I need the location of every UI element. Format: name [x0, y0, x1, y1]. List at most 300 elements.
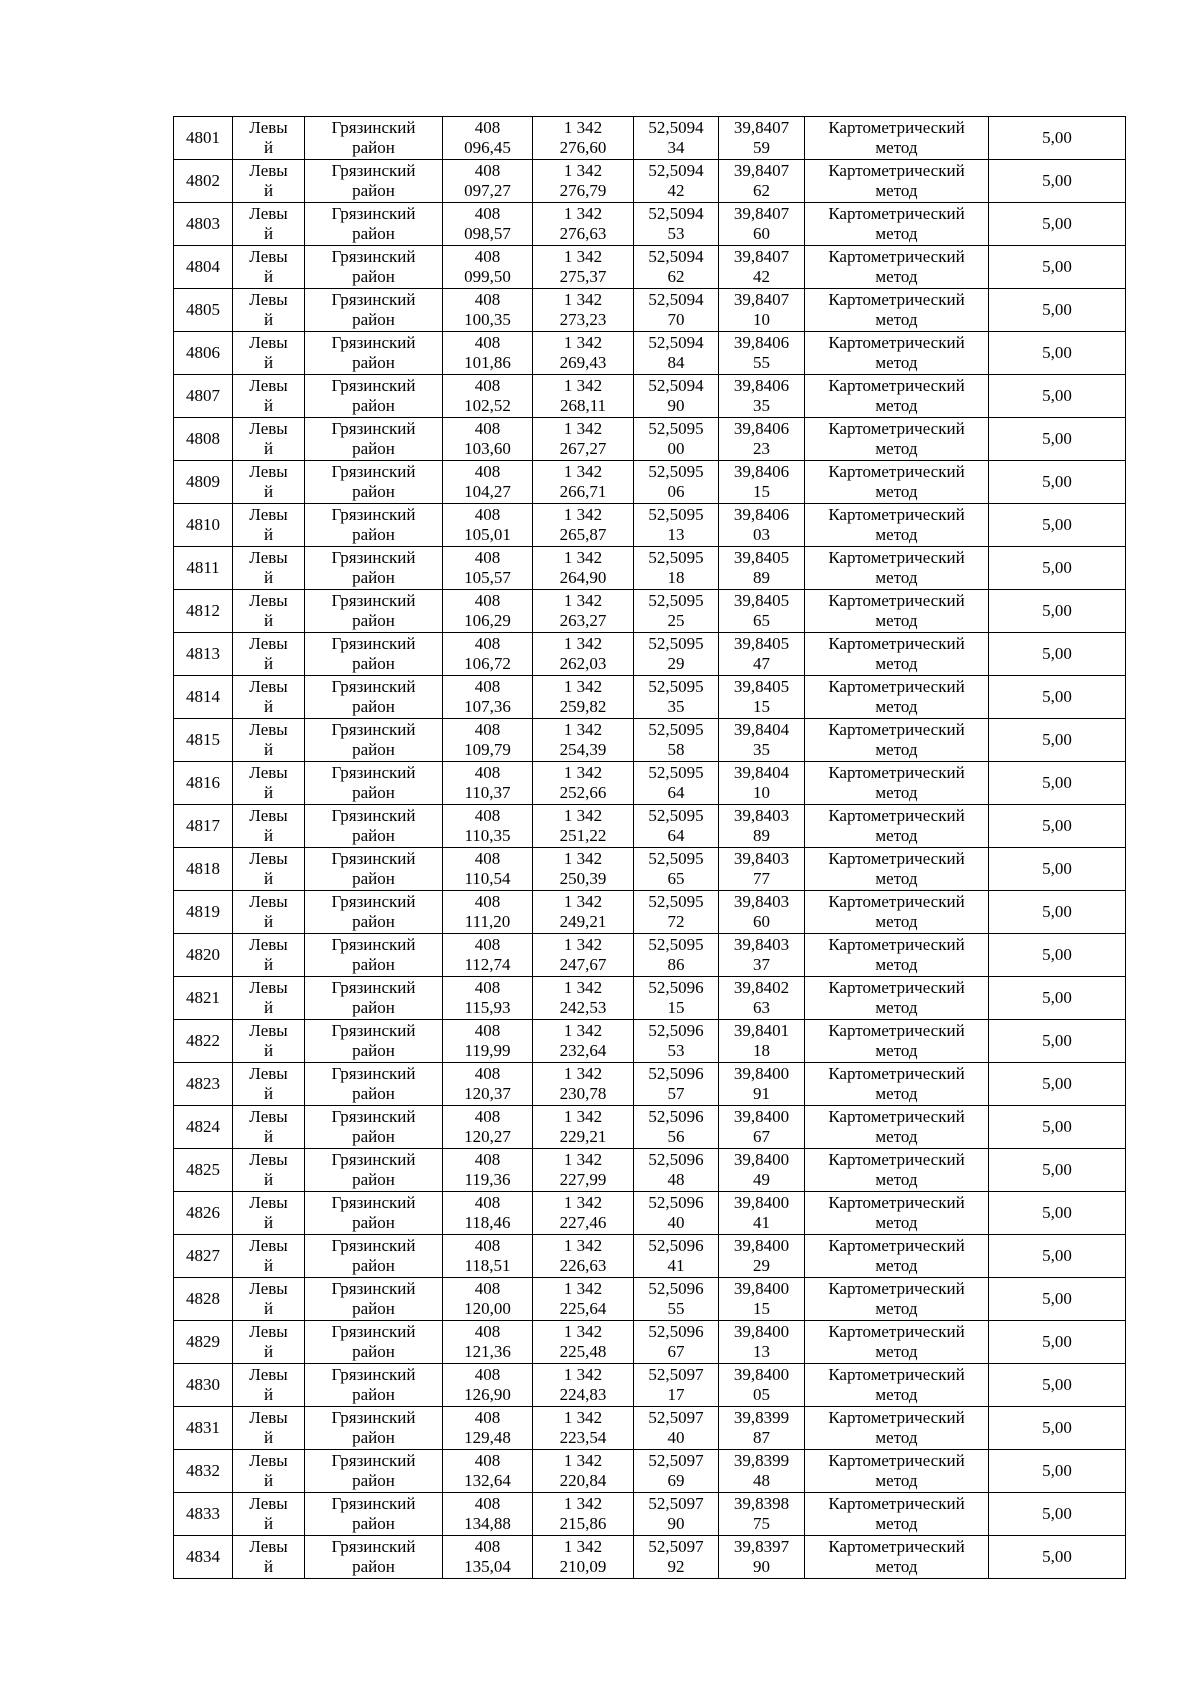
- x-coordinate-line-1: 408: [474, 548, 501, 567]
- district-line-1: Грязинский: [331, 849, 416, 868]
- method-cell: [805, 1106, 989, 1149]
- side-cell: [233, 375, 305, 418]
- table-row: [174, 1450, 1126, 1493]
- longitude-line-2: 60: [753, 912, 770, 931]
- x-coordinate-line-2: 115,93: [464, 998, 511, 1017]
- method-line-2: метод: [875, 353, 918, 372]
- side-line-2: й: [263, 869, 274, 888]
- side-line-2: й: [263, 224, 274, 243]
- x-coordinate-cell: [443, 1278, 533, 1321]
- district-cell: [305, 1321, 443, 1364]
- accuracy-cell: [989, 891, 1126, 934]
- side-line-2: й: [263, 1127, 274, 1146]
- point-number-cell: [174, 504, 233, 547]
- x-coordinate-line-2: 098,57: [464, 224, 511, 243]
- method-line-2: метод: [875, 1041, 918, 1060]
- latitude-line-2: 15: [667, 998, 685, 1017]
- latitude-line-1: 52,5095: [648, 677, 704, 696]
- side-line-1: Левы: [249, 290, 288, 309]
- latitude-cell: [634, 1063, 719, 1106]
- latitude-cell: [634, 375, 719, 418]
- district-line-2: район: [352, 998, 395, 1017]
- x-coordinate-line-1: 408: [474, 935, 501, 954]
- x-coordinate-line-1: 408: [474, 290, 501, 309]
- accuracy-value: 5,00: [1042, 472, 1072, 491]
- method-line-1: Картометрический: [828, 806, 965, 825]
- x-coordinate-line-2: 121,36: [464, 1342, 511, 1361]
- longitude-cell: [719, 375, 805, 418]
- latitude-line-2: 58: [667, 740, 685, 759]
- method-line-1: Картометрический: [828, 1107, 965, 1126]
- accuracy-cell: [989, 676, 1126, 719]
- accuracy-value: 5,00: [1042, 171, 1072, 190]
- y-coordinate-cell: [533, 1493, 634, 1536]
- x-coordinate-cell: [443, 977, 533, 1020]
- longitude-line-1: 39,8403: [733, 935, 790, 954]
- x-coordinate-cell: [443, 1149, 533, 1192]
- latitude-line-2: 53: [667, 224, 685, 243]
- side-line-2: й: [263, 181, 274, 200]
- district-cell: [305, 1192, 443, 1235]
- table-row: [174, 1278, 1126, 1321]
- x-coordinate-cell: [443, 1106, 533, 1149]
- latitude-line-2: 41: [667, 1256, 685, 1275]
- longitude-line-1: 39,8400: [733, 1193, 790, 1212]
- point-number-cell: [174, 1063, 233, 1106]
- x-coordinate-line-1: 408: [474, 892, 501, 911]
- point-number-cell: [174, 418, 233, 461]
- longitude-line-1: 39,8405: [733, 677, 790, 696]
- method-line-1: Картометрический: [828, 376, 965, 395]
- x-coordinate-line-1: 408: [474, 1451, 501, 1470]
- method-line-1: Картометрический: [828, 1236, 965, 1255]
- y-coordinate-line-2: 210,09: [559, 1557, 607, 1576]
- latitude-cell: [634, 1407, 719, 1450]
- latitude-line-1: 52,5095: [648, 505, 704, 524]
- y-coordinate-cell: [533, 547, 634, 590]
- district-line-1: Грязинский: [331, 462, 416, 481]
- district-line-1: Грязинский: [331, 978, 416, 997]
- point-number-cell: [174, 1364, 233, 1407]
- y-coordinate-cell: [533, 203, 634, 246]
- accuracy-cell: [989, 1364, 1126, 1407]
- method-line-1: Картометрический: [828, 1150, 965, 1169]
- y-coordinate-line-2: 268,11: [559, 396, 607, 415]
- longitude-line-2: 18: [753, 1041, 770, 1060]
- side-line-1: Левы: [249, 118, 288, 137]
- point-number-cell: [174, 289, 233, 332]
- latitude-line-1: 52,5096: [648, 1150, 704, 1169]
- longitude-line-2: 89: [753, 568, 770, 587]
- district-line-2: район: [352, 439, 395, 458]
- side-cell: [233, 977, 305, 1020]
- latitude-line-1: 52,5094: [648, 333, 704, 352]
- latitude-cell: [634, 289, 719, 332]
- latitude-line-2: 34: [667, 138, 685, 157]
- method-line-1: Картометрический: [828, 677, 965, 696]
- longitude-cell: [719, 203, 805, 246]
- district-cell: [305, 762, 443, 805]
- latitude-line-1: 52,5096: [648, 1322, 704, 1341]
- method-line-2: метод: [875, 1256, 918, 1275]
- latitude-line-1: 52,5097: [648, 1365, 704, 1384]
- accuracy-cell: [989, 848, 1126, 891]
- y-coordinate-line-2: 254,39: [559, 740, 607, 759]
- accuracy-cell: [989, 762, 1126, 805]
- accuracy-cell: [989, 117, 1126, 160]
- longitude-line-2: 48: [753, 1471, 770, 1490]
- x-coordinate-cell: [443, 375, 533, 418]
- x-coordinate-line-2: 111,20: [464, 912, 511, 931]
- coordinates-table: [173, 116, 1126, 1579]
- x-coordinate-cell: [443, 547, 533, 590]
- latitude-cell: [634, 1450, 719, 1493]
- latitude-line-2: 72: [667, 912, 685, 931]
- method-line-2: метод: [875, 654, 918, 673]
- longitude-cell: [719, 289, 805, 332]
- y-coordinate-line-1: 1 342: [563, 763, 603, 782]
- side-line-2: й: [263, 697, 274, 716]
- latitude-cell: [634, 117, 719, 160]
- y-coordinate-line-1: 1 342: [563, 978, 603, 997]
- side-cell: [233, 848, 305, 891]
- y-coordinate-line-2: 259,82: [559, 697, 607, 716]
- y-coordinate-line-1: 1 342: [563, 1365, 603, 1384]
- x-coordinate-line-1: 408: [474, 1408, 501, 1427]
- side-cell: [233, 1020, 305, 1063]
- longitude-line-1: 39,8400: [733, 1150, 790, 1169]
- y-coordinate-line-1: 1 342: [563, 548, 603, 567]
- side-cell: [233, 1063, 305, 1106]
- longitude-line-2: 77: [753, 869, 770, 888]
- latitude-cell: [634, 1149, 719, 1192]
- method-line-1: Картометрический: [828, 1279, 965, 1298]
- longitude-line-2: 15: [753, 697, 770, 716]
- point-number-cell: [174, 547, 233, 590]
- y-coordinate-line-1: 1 342: [563, 849, 603, 868]
- latitude-cell: [634, 1493, 719, 1536]
- district-cell: [305, 1149, 443, 1192]
- method-cell: [805, 1063, 989, 1106]
- side-line-1: Левы: [249, 763, 288, 782]
- longitude-cell: [719, 117, 805, 160]
- side-cell: [233, 1106, 305, 1149]
- side-line-1: Левы: [249, 677, 288, 696]
- district-line-1: Грязинский: [331, 1537, 416, 1556]
- x-coordinate-cell: [443, 332, 533, 375]
- y-coordinate-line-2: 266,71: [559, 482, 607, 501]
- y-coordinate-line-2: 220,84: [559, 1471, 607, 1490]
- method-line-2: метод: [875, 1342, 918, 1361]
- y-coordinate-cell: [533, 1278, 634, 1321]
- latitude-cell: [634, 203, 719, 246]
- point-number: 4828: [186, 1289, 220, 1308]
- district-line-2: район: [352, 525, 395, 544]
- longitude-line-2: 60: [753, 224, 770, 243]
- point-number: 4803: [186, 214, 220, 233]
- latitude-line-1: 52,5095: [648, 720, 704, 739]
- accuracy-cell: [989, 934, 1126, 977]
- side-cell: [233, 891, 305, 934]
- method-cell: [805, 504, 989, 547]
- method-line-1: Картометрический: [828, 1365, 965, 1384]
- y-coordinate-line-1: 1 342: [563, 1451, 603, 1470]
- y-coordinate-cell: [533, 1020, 634, 1063]
- accuracy-cell: [989, 289, 1126, 332]
- longitude-line-2: 91: [753, 1084, 770, 1103]
- y-coordinate-line-1: 1 342: [563, 1150, 603, 1169]
- y-coordinate-cell: [533, 160, 634, 203]
- y-coordinate-line-1: 1 342: [563, 591, 603, 610]
- method-cell: [805, 117, 989, 160]
- district-cell: [305, 1364, 443, 1407]
- x-coordinate-cell: [443, 117, 533, 160]
- point-number: 4801: [186, 128, 220, 147]
- district-cell: [305, 633, 443, 676]
- longitude-line-1: 39,8407: [733, 290, 790, 309]
- x-coordinate-cell: [443, 418, 533, 461]
- y-coordinate-cell: [533, 1235, 634, 1278]
- y-coordinate-line-1: 1 342: [563, 204, 603, 223]
- district-cell: [305, 848, 443, 891]
- table-row: [174, 117, 1126, 160]
- y-coordinate-line-2: 267,27: [559, 439, 607, 458]
- table-row: [174, 848, 1126, 891]
- longitude-line-2: 47: [753, 654, 770, 673]
- latitude-cell: [634, 332, 719, 375]
- longitude-cell: [719, 547, 805, 590]
- longitude-line-1: 39,8397: [733, 1537, 790, 1556]
- side-line-2: й: [263, 826, 274, 845]
- table-row: [174, 934, 1126, 977]
- method-line-2: метод: [875, 1084, 918, 1103]
- longitude-cell: [719, 762, 805, 805]
- point-number: 4811: [186, 558, 220, 577]
- point-number-cell: [174, 934, 233, 977]
- method-cell: [805, 332, 989, 375]
- district-line-2: район: [352, 1514, 395, 1533]
- district-cell: [305, 1235, 443, 1278]
- table-row: [174, 762, 1126, 805]
- x-coordinate-line-2: 105,01: [464, 525, 511, 544]
- district-line-2: район: [352, 1256, 395, 1275]
- x-coordinate-cell: [443, 1450, 533, 1493]
- y-coordinate-line-1: 1 342: [563, 333, 603, 352]
- longitude-cell: [719, 160, 805, 203]
- y-coordinate-line-2: 242,53: [559, 998, 607, 1017]
- point-number-cell: [174, 1450, 233, 1493]
- side-cell: [233, 934, 305, 977]
- district-cell: [305, 934, 443, 977]
- district-cell: [305, 461, 443, 504]
- y-coordinate-cell: [533, 418, 634, 461]
- latitude-line-2: 55: [667, 1299, 685, 1318]
- accuracy-cell: [989, 1149, 1126, 1192]
- y-coordinate-cell: [533, 633, 634, 676]
- district-line-2: район: [352, 783, 395, 802]
- accuracy-value: 5,00: [1042, 386, 1072, 405]
- latitude-line-1: 52,5094: [648, 290, 704, 309]
- district-line-2: район: [352, 1557, 395, 1576]
- latitude-line-1: 52,5095: [648, 806, 704, 825]
- y-coordinate-line-1: 1 342: [563, 892, 603, 911]
- longitude-line-2: 05: [753, 1385, 770, 1404]
- longitude-cell: [719, 418, 805, 461]
- x-coordinate-line-1: 408: [474, 763, 501, 782]
- y-coordinate-line-1: 1 342: [563, 1107, 603, 1126]
- side-cell: [233, 160, 305, 203]
- x-coordinate-line-2: 134,88: [464, 1514, 511, 1533]
- latitude-line-2: 90: [667, 1514, 685, 1533]
- district-cell: [305, 332, 443, 375]
- longitude-cell: [719, 676, 805, 719]
- accuracy-value: 5,00: [1042, 257, 1072, 276]
- point-number: 4805: [186, 300, 220, 319]
- method-line-1: Картометрический: [828, 548, 965, 567]
- method-line-1: Картометрический: [828, 849, 965, 868]
- accuracy-value: 5,00: [1042, 644, 1072, 663]
- longitude-line-1: 39,8403: [733, 806, 790, 825]
- x-coordinate-cell: [443, 1321, 533, 1364]
- longitude-line-1: 39,8407: [733, 247, 790, 266]
- district-cell: [305, 1450, 443, 1493]
- method-cell: [805, 891, 989, 934]
- district-line-1: Грязинский: [331, 333, 416, 352]
- method-cell: [805, 547, 989, 590]
- x-coordinate-line-1: 408: [474, 333, 501, 352]
- latitude-line-1: 52,5095: [648, 849, 704, 868]
- y-coordinate-line-1: 1 342: [563, 118, 603, 137]
- latitude-cell: [634, 848, 719, 891]
- side-line-1: Левы: [249, 161, 288, 180]
- method-line-1: Картометрический: [828, 591, 965, 610]
- accuracy-value: 5,00: [1042, 1461, 1072, 1480]
- side-line-2: й: [263, 1170, 274, 1189]
- y-coordinate-line-1: 1 342: [563, 677, 603, 696]
- latitude-cell: [634, 676, 719, 719]
- latitude-line-2: 92: [667, 1557, 685, 1576]
- y-coordinate-line-1: 1 342: [563, 1279, 603, 1298]
- point-number: 4832: [186, 1461, 220, 1480]
- accuracy-value: 5,00: [1042, 816, 1072, 835]
- accuracy-cell: [989, 1020, 1126, 1063]
- x-coordinate-line-2: 110,35: [464, 826, 511, 845]
- point-number-cell: [174, 203, 233, 246]
- method-cell: [805, 461, 989, 504]
- accuracy-value: 5,00: [1042, 902, 1072, 921]
- side-line-1: Левы: [249, 1408, 288, 1427]
- x-coordinate-cell: [443, 848, 533, 891]
- method-cell: [805, 1493, 989, 1536]
- point-number: 4806: [186, 343, 220, 362]
- longitude-cell: [719, 1450, 805, 1493]
- method-line-1: Картометрический: [828, 1021, 965, 1040]
- side-line-1: Левы: [249, 1451, 288, 1470]
- district-line-2: район: [352, 1471, 395, 1490]
- point-number-cell: [174, 1020, 233, 1063]
- accuracy-cell: [989, 1278, 1126, 1321]
- table-row: [174, 289, 1126, 332]
- method-line-1: Картометрический: [828, 1537, 965, 1556]
- longitude-line-1: 39,8405: [733, 548, 790, 567]
- district-line-1: Грязинский: [331, 935, 416, 954]
- point-number-cell: [174, 1149, 233, 1192]
- method-line-2: метод: [875, 181, 918, 200]
- x-coordinate-cell: [443, 633, 533, 676]
- latitude-cell: [634, 1020, 719, 1063]
- district-line-2: район: [352, 568, 395, 587]
- district-line-2: район: [352, 1213, 395, 1232]
- latitude-cell: [634, 762, 719, 805]
- table-row: [174, 590, 1126, 633]
- side-line-1: Левы: [249, 1064, 288, 1083]
- y-coordinate-cell: [533, 1192, 634, 1235]
- district-line-2: район: [352, 1084, 395, 1103]
- y-coordinate-line-2: 232,64: [559, 1041, 607, 1060]
- latitude-cell: [634, 246, 719, 289]
- side-line-2: й: [263, 1084, 274, 1103]
- side-line-1: Левы: [249, 978, 288, 997]
- district-cell: [305, 676, 443, 719]
- latitude-line-2: 06: [667, 482, 685, 501]
- longitude-line-1: 39,8402: [733, 978, 790, 997]
- latitude-line-1: 52,5095: [648, 935, 704, 954]
- x-coordinate-line-1: 408: [474, 376, 501, 395]
- latitude-line-1: 52,5096: [648, 1021, 704, 1040]
- district-line-1: Грязинский: [331, 1279, 416, 1298]
- longitude-cell: [719, 1493, 805, 1536]
- accuracy-cell: [989, 418, 1126, 461]
- method-line-2: метод: [875, 439, 918, 458]
- y-coordinate-line-1: 1 342: [563, 161, 603, 180]
- accuracy-cell: [989, 1407, 1126, 1450]
- accuracy-cell: [989, 590, 1126, 633]
- y-coordinate-cell: [533, 1321, 634, 1364]
- method-cell: [805, 1235, 989, 1278]
- longitude-line-1: 39,8400: [733, 1064, 790, 1083]
- longitude-line-2: 15: [753, 1299, 770, 1318]
- district-cell: [305, 977, 443, 1020]
- district-line-1: Грязинский: [331, 892, 416, 911]
- district-line-2: район: [352, 869, 395, 888]
- method-cell: [805, 203, 989, 246]
- y-coordinate-line-2: 269,43: [559, 353, 607, 372]
- accuracy-value: 5,00: [1042, 945, 1072, 964]
- side-line-2: й: [263, 955, 274, 974]
- method-cell: [805, 719, 989, 762]
- district-line-2: район: [352, 1385, 395, 1404]
- accuracy-value: 5,00: [1042, 1203, 1072, 1222]
- point-number: 4807: [186, 386, 220, 405]
- method-line-1: Картометрический: [828, 462, 965, 481]
- y-coordinate-cell: [533, 977, 634, 1020]
- accuracy-value: 5,00: [1042, 300, 1072, 319]
- longitude-cell: [719, 590, 805, 633]
- point-number-cell: [174, 805, 233, 848]
- district-line-2: район: [352, 1127, 395, 1146]
- y-coordinate-cell: [533, 504, 634, 547]
- point-number: 4813: [186, 644, 220, 663]
- latitude-line-2: 84: [667, 353, 685, 372]
- x-coordinate-cell: [443, 504, 533, 547]
- longitude-line-2: 03: [753, 525, 770, 544]
- side-line-1: Левы: [249, 1021, 288, 1040]
- latitude-cell: [634, 1321, 719, 1364]
- accuracy-cell: [989, 203, 1126, 246]
- latitude-line-1: 52,5094: [648, 161, 704, 180]
- x-coordinate-line-2: 107,36: [464, 697, 511, 716]
- x-coordinate-cell: [443, 1192, 533, 1235]
